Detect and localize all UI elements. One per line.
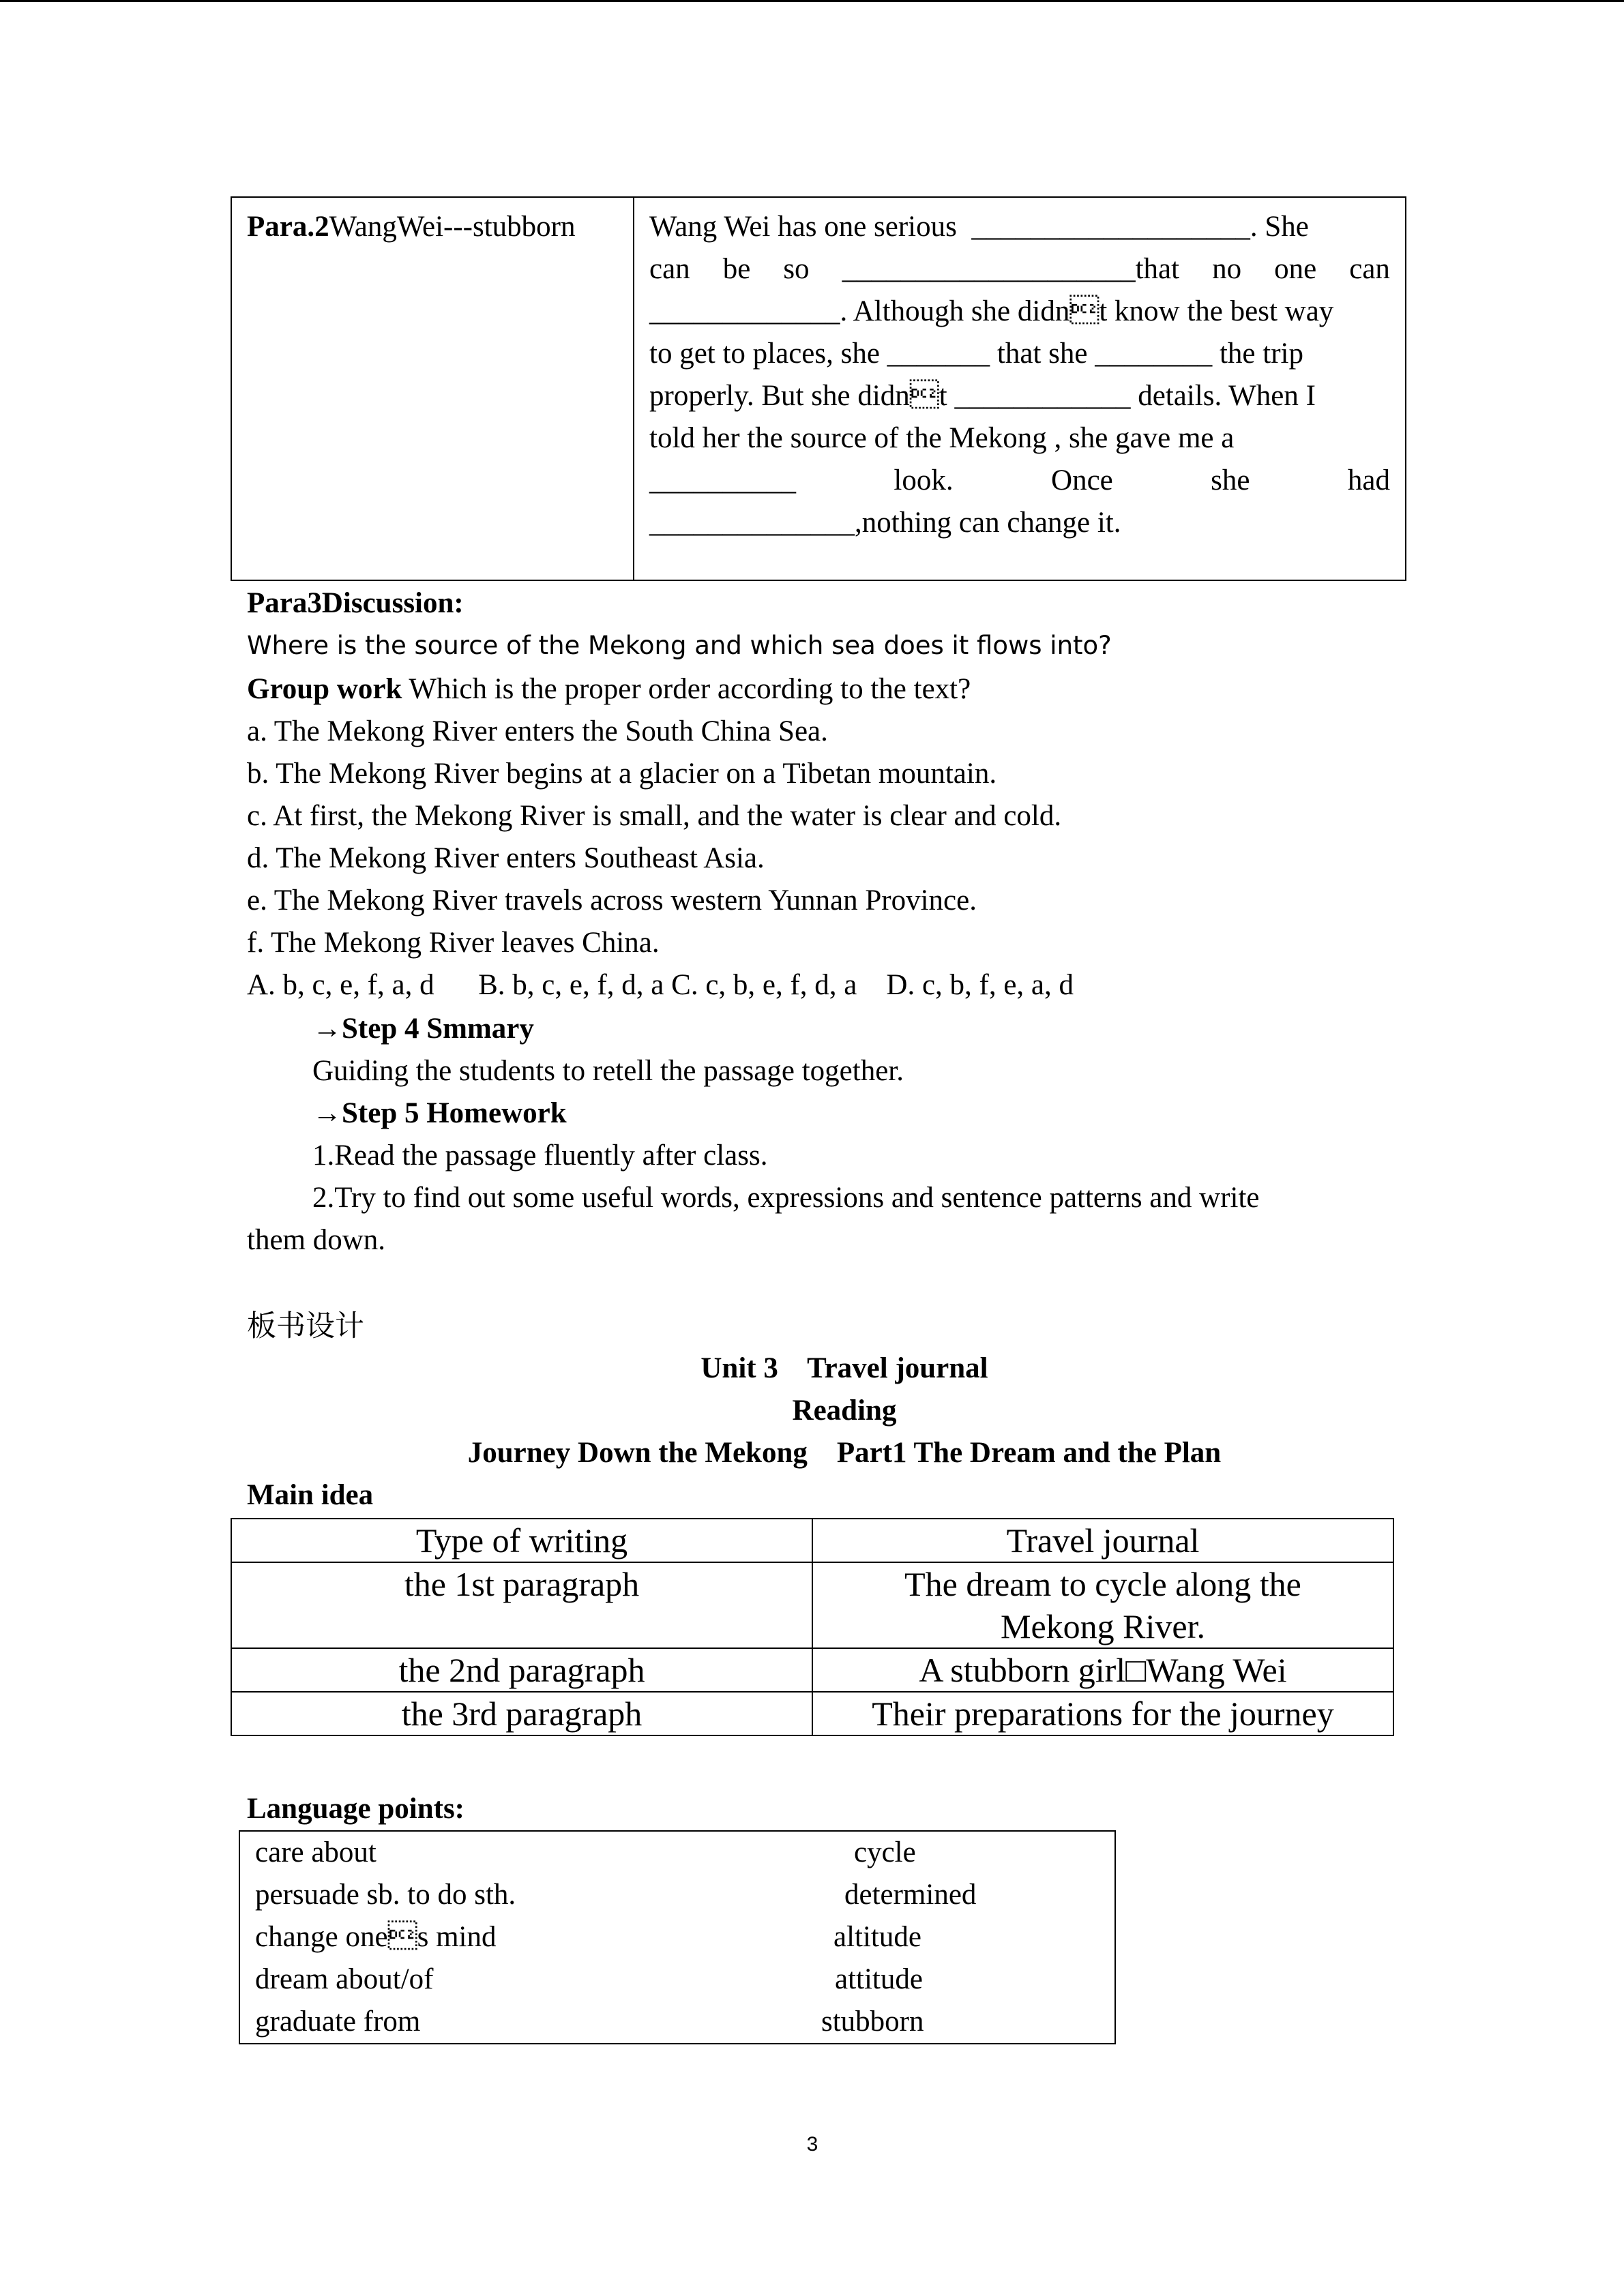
- language-point-phrase: care about: [255, 1836, 377, 1868]
- para2-line: [649, 502, 1390, 544]
- group-work-question: Which is the proper order according to the text?: [402, 673, 971, 705]
- para2-line: [649, 375, 1390, 417]
- para2-word: _____________. Although she didnt know the best way: [649, 295, 1334, 327]
- language-point-row: [240, 1958, 1114, 2001]
- step4-text: Guiding the students to retell the passage together.: [312, 1055, 904, 1087]
- para2-word: Once: [1051, 464, 1113, 496]
- cell-text-line: Mekong River.: [1001, 1607, 1205, 1645]
- para2-label-bold: Para.2: [247, 211, 329, 243]
- order-item: f. The Mekong River leaves China.: [247, 927, 660, 959]
- cell-text-line: Their preparations for the journey: [872, 1695, 1334, 1733]
- para2-word: to get to places, she _______ that she ________ the trip: [649, 338, 1303, 370]
- board-title-unit: Unit 3 Travel journal: [700, 1352, 988, 1384]
- cell-text-line: the 2nd paragraph: [398, 1651, 645, 1689]
- cell-text-line: the 1st paragraph: [404, 1565, 640, 1603]
- step5-item1: 1.Read the passage fluently after class.: [312, 1139, 768, 1172]
- page-number: 3: [806, 2133, 818, 2156]
- cell-text-line: the 3rd paragraph: [401, 1695, 643, 1733]
- para2-word: Wang Wei has one serious ___________________. She: [649, 211, 1309, 243]
- para2-line: [649, 206, 1390, 248]
- main-idea-paragraph-cell: [231, 1519, 812, 1562]
- group-work-line: [247, 668, 971, 711]
- order-item: d. The Mekong River enters Southeast Asia.: [247, 842, 765, 874]
- main-idea-table: [231, 1518, 1394, 1736]
- order-item: c. At first, the Mekong River is small, and the water is clear and cold.: [247, 800, 1062, 832]
- para3-heading: Para3Discussion:: [247, 587, 464, 619]
- order-items: [247, 711, 1074, 1007]
- para2-line: [649, 460, 1390, 502]
- language-point-row: [240, 1832, 1114, 1874]
- language-point-word: determined: [844, 1879, 977, 1911]
- order-item: b. The Mekong River begins at a glacier on a Tibetan mountain.: [247, 758, 997, 790]
- para2-line: [649, 417, 1390, 460]
- para2-word: she: [1211, 464, 1250, 496]
- language-point-phrase: graduate from: [255, 2006, 421, 2038]
- para2-table: [231, 196, 1406, 581]
- para2-word: so: [783, 253, 810, 285]
- para2-word: told her the source of the Mekong , she gave me a: [649, 422, 1235, 454]
- cell-text-line: Type of writing: [415, 1521, 628, 1560]
- cell-text-line: Travel journal: [1006, 1521, 1200, 1560]
- para2-label-rest: WangWei---stubborn: [329, 211, 576, 243]
- para2-word: can: [1349, 253, 1390, 285]
- language-point-phrase: change ones mind: [255, 1921, 497, 1953]
- para2-word: no: [1212, 253, 1242, 285]
- order-item: e. The Mekong River travels across western Yunnan Province.: [247, 884, 977, 916]
- main-idea-content-cell: [812, 1692, 1393, 1735]
- para2-word: one: [1274, 253, 1317, 285]
- para2-line: [649, 333, 1390, 375]
- step4-heading: →Step 4 Smmary: [312, 1013, 534, 1045]
- language-point-row: [240, 1874, 1114, 1916]
- para2-word: __________: [649, 464, 796, 496]
- main-idea-paragraph-cell: [231, 1648, 812, 1692]
- language-point-phrase: dream about/of: [255, 1963, 434, 1995]
- cell-text-line: The dream to cycle along the: [904, 1565, 1301, 1603]
- board-label: 板书设计: [247, 1309, 364, 1343]
- main-idea-content-cell: [812, 1648, 1393, 1692]
- main-idea-content-cell: [812, 1562, 1393, 1648]
- language-point-word: altitude: [833, 1921, 921, 1953]
- main-idea-row: [231, 1692, 1393, 1735]
- main-idea-paragraph-cell: [231, 1562, 812, 1648]
- main-idea-row: [231, 1648, 1393, 1692]
- para2-label-cell: [232, 198, 634, 580]
- group-work-label: Group work: [247, 673, 402, 705]
- para2-word: can: [649, 253, 690, 285]
- step5-heading: →Step 5 Homework: [312, 1097, 567, 1129]
- main-idea-row: [231, 1519, 1393, 1562]
- language-point-word: cycle: [854, 1836, 916, 1868]
- para2-word: ______________,nothing can change it.: [649, 507, 1121, 539]
- language-point-word: attitude: [835, 1963, 923, 1995]
- step5-item2: 2.Try to find out some useful words, expressions and sentence patterns and write: [312, 1182, 1260, 1214]
- para2-text-cell: [634, 198, 1405, 580]
- main-idea-paragraph-cell: [231, 1692, 812, 1735]
- para2-word: had: [1347, 464, 1390, 496]
- para3-question: Where is the source of the Mekong and which sea does it flows into?: [247, 631, 1112, 660]
- board-title-reading: Reading: [792, 1395, 897, 1427]
- main-idea-row: [231, 1562, 1393, 1648]
- language-point-row: [240, 2001, 1114, 2043]
- cell-text-line: A stubborn girl□Wang Wei: [919, 1651, 1287, 1689]
- order-options: A. b, c, e, f, a, d B. b, c, e, f, d, a C. c, b, e, f, d, a D. c, b, f, e, a, d: [247, 969, 1074, 1001]
- board-title-journey: Journey Down the Mekong Part1 The Dream and the Plan: [467, 1437, 1222, 1469]
- main-idea-content-cell: [812, 1519, 1393, 1562]
- para2-word: properly. But she didnt ____________ details. When I: [649, 380, 1316, 412]
- para2-line: [649, 290, 1390, 333]
- language-point-phrase: persuade sb. to do sth.: [255, 1879, 516, 1911]
- order-item: a. The Mekong River enters the South China Sea.: [247, 715, 828, 747]
- para2-word: be: [722, 253, 751, 285]
- language-point-word: stubborn: [821, 2006, 924, 2038]
- para2-line: [649, 248, 1390, 290]
- language-points-table: [239, 1830, 1116, 2044]
- para2-word: look.: [894, 464, 954, 496]
- main-idea-label: Main idea: [247, 1479, 374, 1511]
- step5-item2-cont: them down.: [247, 1224, 386, 1256]
- language-points-label: Language points:: [247, 1793, 464, 1825]
- language-point-row: [240, 1916, 1114, 1958]
- para2-word: ____________________that: [842, 253, 1180, 285]
- page-top-rule: [0, 0, 1624, 2]
